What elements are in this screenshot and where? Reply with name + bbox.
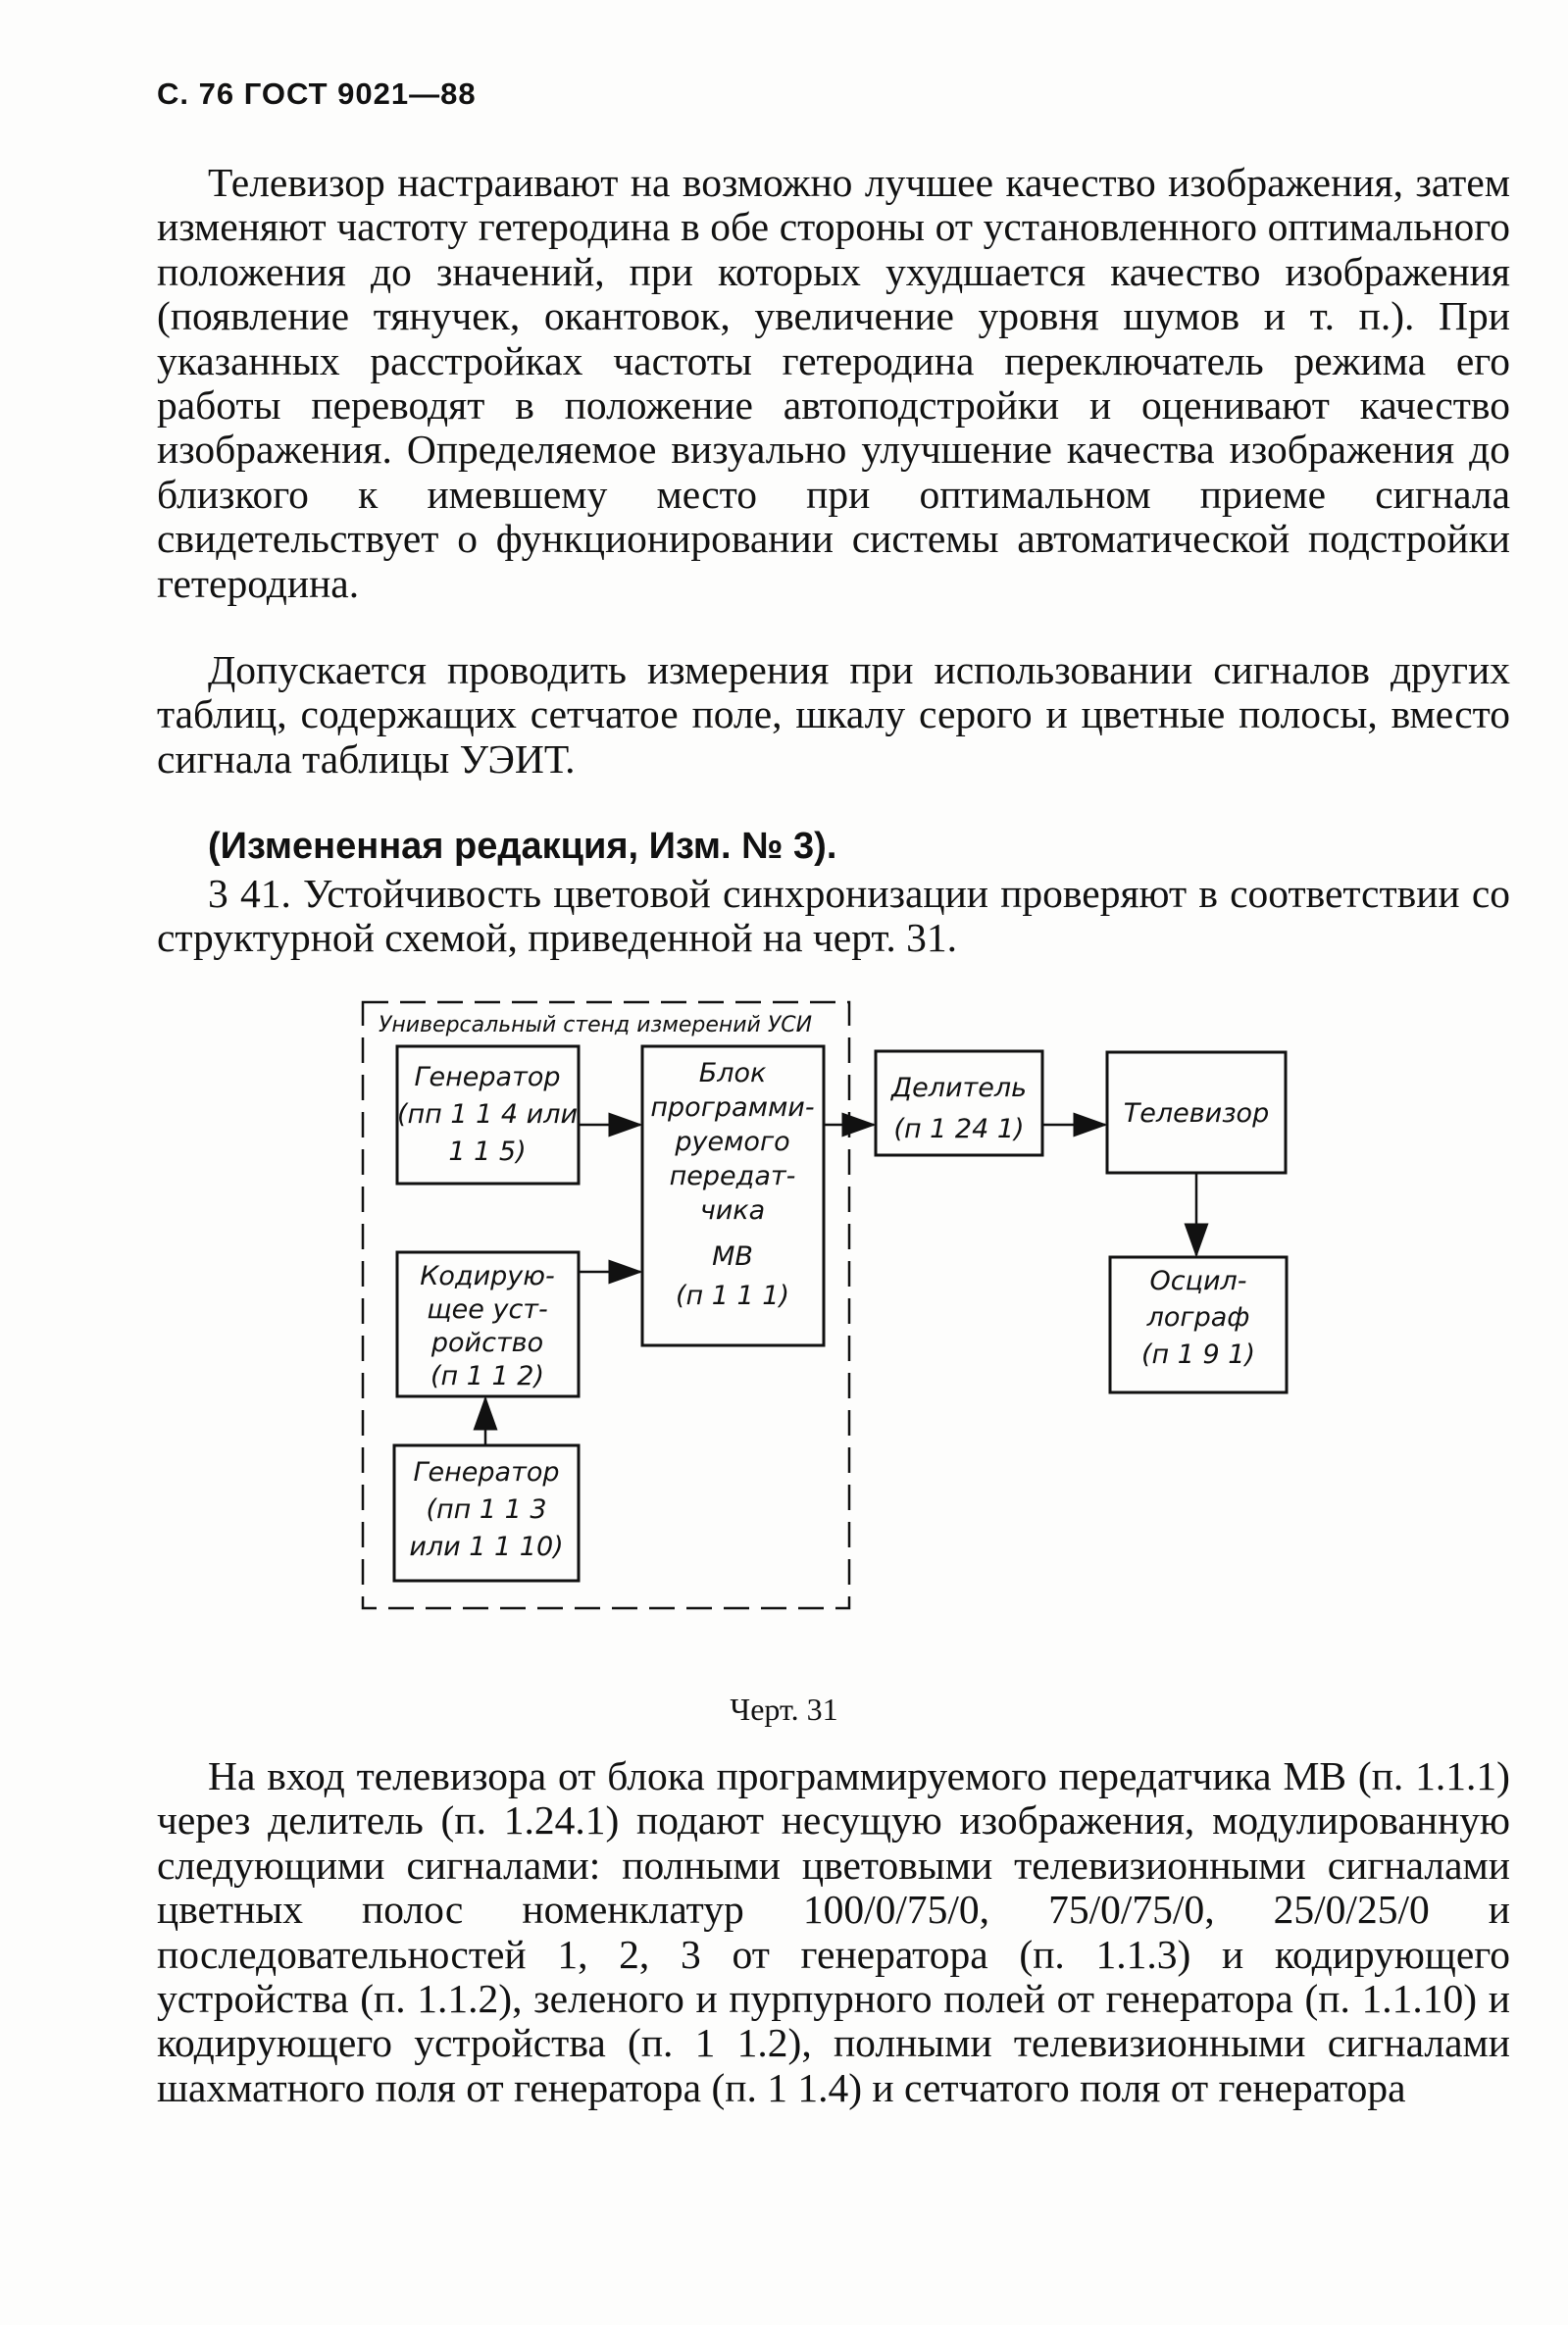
block-label: (п 1 9 1) <box>1140 1339 1256 1370</box>
block-label: или 1 1 10) <box>409 1532 564 1562</box>
block-label: ройство <box>430 1328 544 1358</box>
block-label: Делитель <box>890 1073 1028 1103</box>
block-label: 1 1 5) <box>448 1137 527 1167</box>
block-label: щее уст- <box>427 1294 548 1325</box>
paragraph-allowed <box>157 648 1510 782</box>
block-label: программи- <box>650 1092 815 1123</box>
block-label: лограф <box>1146 1302 1250 1333</box>
paragraph-text: Допускается проводить измерения при использовании сигналов других таблиц, содержащих сетчатое поле, шкалу серого и цветные полосы, вместо сигнала таблицы УЭИТ. <box>157 647 1510 782</box>
block-label: Генератор <box>413 1457 560 1488</box>
block-generator-1 <box>397 1046 579 1184</box>
block-transmitter <box>642 1046 824 1345</box>
block-divider <box>876 1051 1042 1155</box>
paragraph-tuning <box>157 161 1510 606</box>
amendment-text: (Измененная редакция, Изм. № 3). <box>208 826 837 867</box>
block-oscilloscope <box>1110 1257 1287 1392</box>
paragraph-text: Телевизор настраивают на возможно лучшее качество изображения, затем изменяют частоту гетеродина в обе стороны от установленного оптимального положения до значений, при которых ухудшается качество изображения (появление тянучек, окантовок, увеличение уровня шумов и т. п.). При указанных расстройках частоты гетеродина переключатель режима его работы переводят в положение автоподстройки и оценивают качество изображения. Определяемое визуально улучшение качества изображения до близкого к имевшему место при оптимальном приеме сигнала свидетельствует о функционировании системы автоматической подстройки гетеродина. <box>157 160 1510 606</box>
amendment-note <box>157 825 1510 869</box>
block-label: Осцил- <box>1149 1266 1247 1296</box>
block-label: (п 1 24 1) <box>893 1114 1025 1144</box>
block-label: (п 1 1 1) <box>675 1281 790 1311</box>
paragraph-3-41 <box>157 872 1510 961</box>
page-header: С. 76 ГОСТ 9021—88 <box>157 76 477 111</box>
paragraph-text: 3 41. Устойчивость цветовой синхронизации проверяют в соответствии со структурной схемой, приведенной на черт. 31. <box>157 871 1510 961</box>
block-label: МВ <box>712 1241 753 1272</box>
block-label: руемого <box>675 1127 790 1157</box>
block-label: Телевизор <box>1123 1098 1270 1129</box>
block-television <box>1107 1052 1286 1173</box>
figure-caption: Черт. 31 <box>730 1692 838 1727</box>
block-label: (пп 1 1 4 или <box>396 1099 579 1130</box>
diagram-svg <box>0 981 1568 1667</box>
block-label: Кодирую- <box>420 1261 555 1291</box>
block-label: передат- <box>669 1161 796 1191</box>
block-label: Генератор <box>414 1062 561 1092</box>
block-label: чика <box>699 1195 766 1226</box>
block-diagram <box>0 981 1568 1667</box>
block-label: (пп 1 1 3 <box>426 1494 547 1525</box>
frame-title: Универсальный стенд измерений УСИ <box>379 1013 813 1037</box>
paragraph-text: На вход телевизора от блока программируемого передатчика МВ (п. 1.1.1) через делитель (п. 1.24.1) подают несущую изображения, модулированную следующими сигналами: полными цветовыми телевизионными сигналами цветных полос номенклатур 100/0/75/0, 75/0/75/0, 25/0/25/0 и последовательностей 1, 2, 3 от генератора (п. 1.1.3) и кодирующего устройства (п. 1.1.2), зеленого и пурпурного полей от генератора (п. 1.1.10) и кодирующего устройства (п. 1 1.2), полными телевизионными сигналами шахматного поля от генератора (п. 1 1.4) и сетчатого поля от генератора <box>157 1753 1510 2110</box>
block-label: Блок <box>698 1058 767 1088</box>
block-generator-2 <box>394 1445 579 1581</box>
paragraph-signal-input <box>157 1754 1510 2110</box>
block-label: (п 1 1 2) <box>430 1361 545 1391</box>
block-coder <box>397 1252 579 1396</box>
